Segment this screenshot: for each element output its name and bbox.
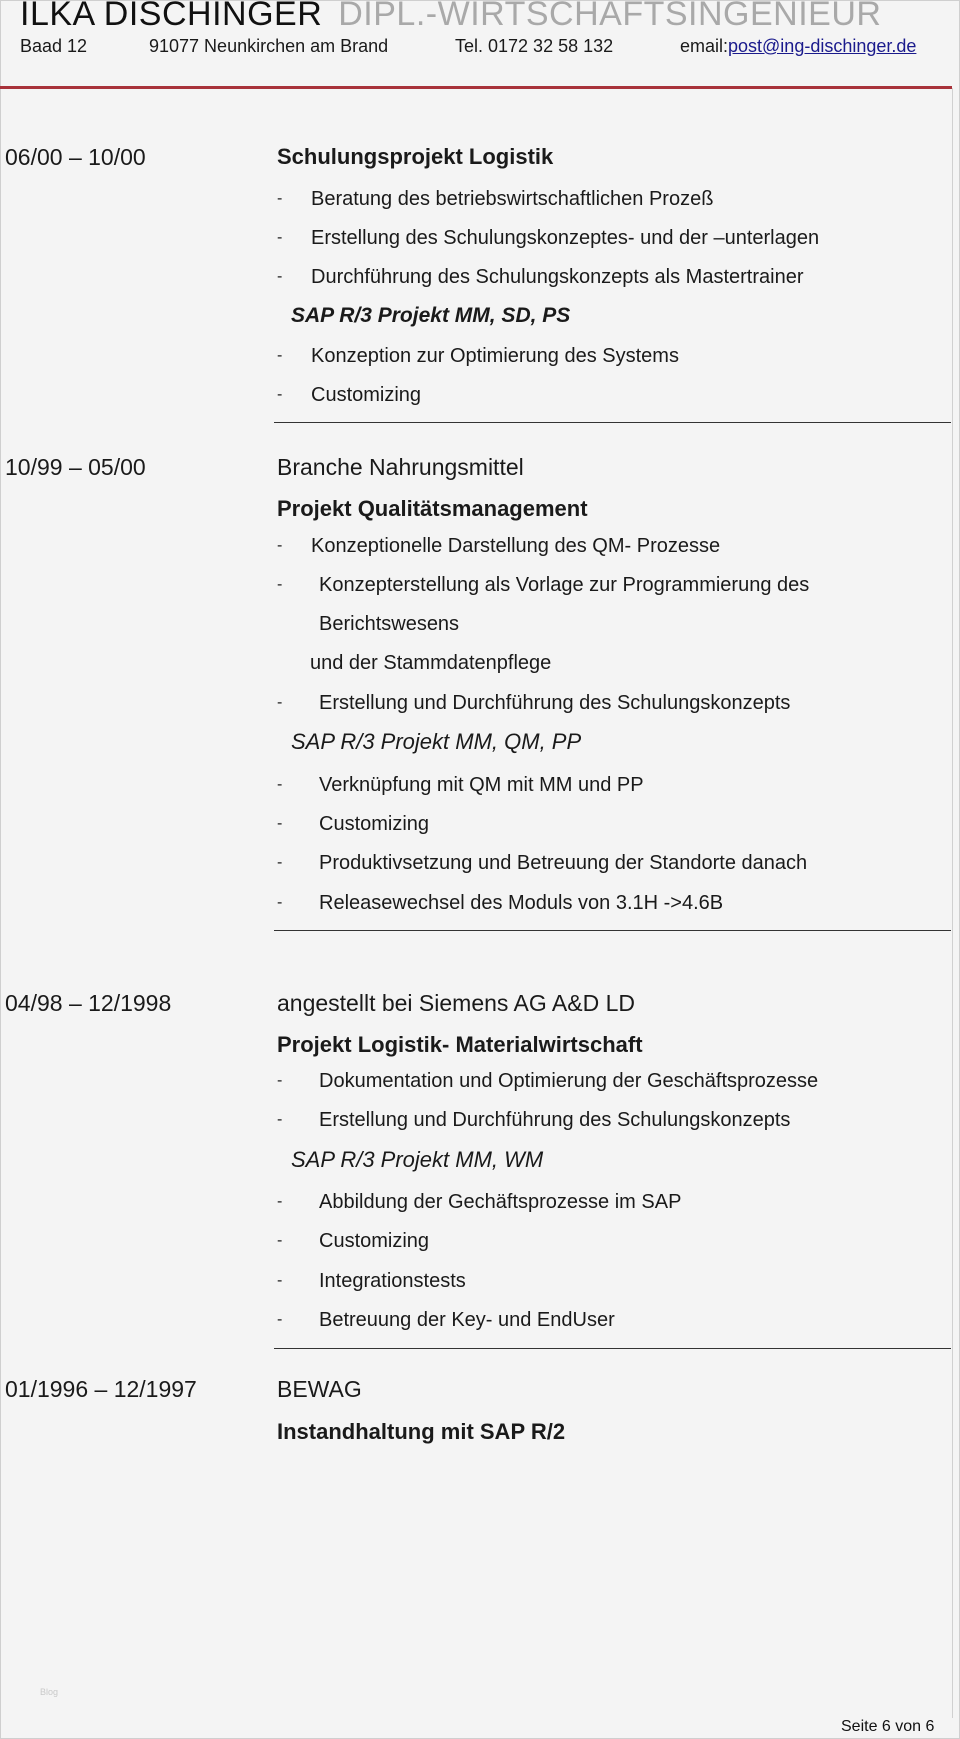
sap-project: SAP R/3 Projekt MM, WM bbox=[291, 1147, 544, 1172]
company: angestellt bei Siemens AG A&D LD bbox=[277, 990, 635, 1016]
bullet-dash: - bbox=[277, 268, 283, 285]
sap-project: SAP R/3 Projekt MM, SD, PS bbox=[291, 304, 571, 327]
page-number: Seite 6 von 6 bbox=[841, 1718, 935, 1735]
sap-project: SAP R/3 Projekt MM, QM, PP bbox=[291, 729, 582, 754]
bullet-dash: - bbox=[277, 1311, 283, 1328]
bullet-dash: - bbox=[277, 1072, 283, 1089]
company: BEWAG bbox=[277, 1376, 362, 1402]
company: Branche Nahrungsmittel bbox=[277, 454, 524, 480]
section-divider bbox=[274, 1348, 951, 1349]
section-divider bbox=[274, 422, 951, 423]
bullet-dash: - bbox=[277, 347, 283, 364]
bullet-dash: - bbox=[277, 576, 283, 593]
section-date: 04/98 – 12/1998 bbox=[5, 990, 172, 1016]
header-rule bbox=[0, 86, 952, 89]
project-title: Instandhaltung mit SAP R/2 bbox=[277, 1419, 566, 1444]
email-link[interactable]: post@ing-dischinger.de bbox=[728, 36, 917, 56]
person-title: DIPL.-WIRTSCHAFTSINGENIEUR bbox=[338, 0, 882, 33]
section-date: 06/00 – 10/00 bbox=[5, 144, 146, 170]
street: Baad 12 bbox=[20, 36, 88, 56]
bullet-dash: - bbox=[277, 1272, 283, 1289]
bullet-dash: - bbox=[277, 694, 283, 711]
bullet-dash: - bbox=[277, 854, 283, 871]
name-line bbox=[20, 0, 881, 34]
project-title: Projekt Logistik- Materialwirtschaft bbox=[277, 1032, 643, 1057]
bullet-dash: - bbox=[277, 386, 283, 403]
bullet-dash: - bbox=[277, 1232, 283, 1249]
email-label: email: bbox=[680, 36, 729, 56]
section-date: 01/1996 – 12/1997 bbox=[5, 1376, 197, 1402]
list-item-continuation: Berichtswesens bbox=[319, 613, 460, 635]
project-title: Projekt Qualitätsmanagement bbox=[277, 496, 588, 521]
person-name: ILKA DISCHINGER bbox=[20, 0, 323, 33]
bullet-dash: - bbox=[277, 776, 283, 793]
bullet-dash: - bbox=[277, 1193, 283, 1210]
list-item-continuation: und der Stammdatenpflege bbox=[310, 652, 552, 674]
section-date: 10/99 – 05/00 bbox=[5, 454, 146, 480]
bullet-dash: - bbox=[277, 190, 283, 207]
section-divider bbox=[274, 930, 951, 931]
bullet-dash: - bbox=[277, 229, 283, 246]
bullet-dash: - bbox=[277, 815, 283, 832]
page-edge bbox=[952, 88, 953, 1718]
phone: Tel. 0172 32 58 132 bbox=[455, 36, 614, 56]
watermark: Blog bbox=[40, 1687, 59, 1697]
letterhead bbox=[0, 0, 960, 92]
city: 91077 Neunkirchen am Brand bbox=[149, 36, 389, 56]
bullet-dash: - bbox=[277, 1111, 283, 1128]
email bbox=[680, 35, 916, 57]
bullet-dash: - bbox=[277, 894, 283, 911]
bullet-dash: - bbox=[277, 537, 283, 554]
project-title: Schulungsprojekt Logistik bbox=[277, 144, 554, 169]
